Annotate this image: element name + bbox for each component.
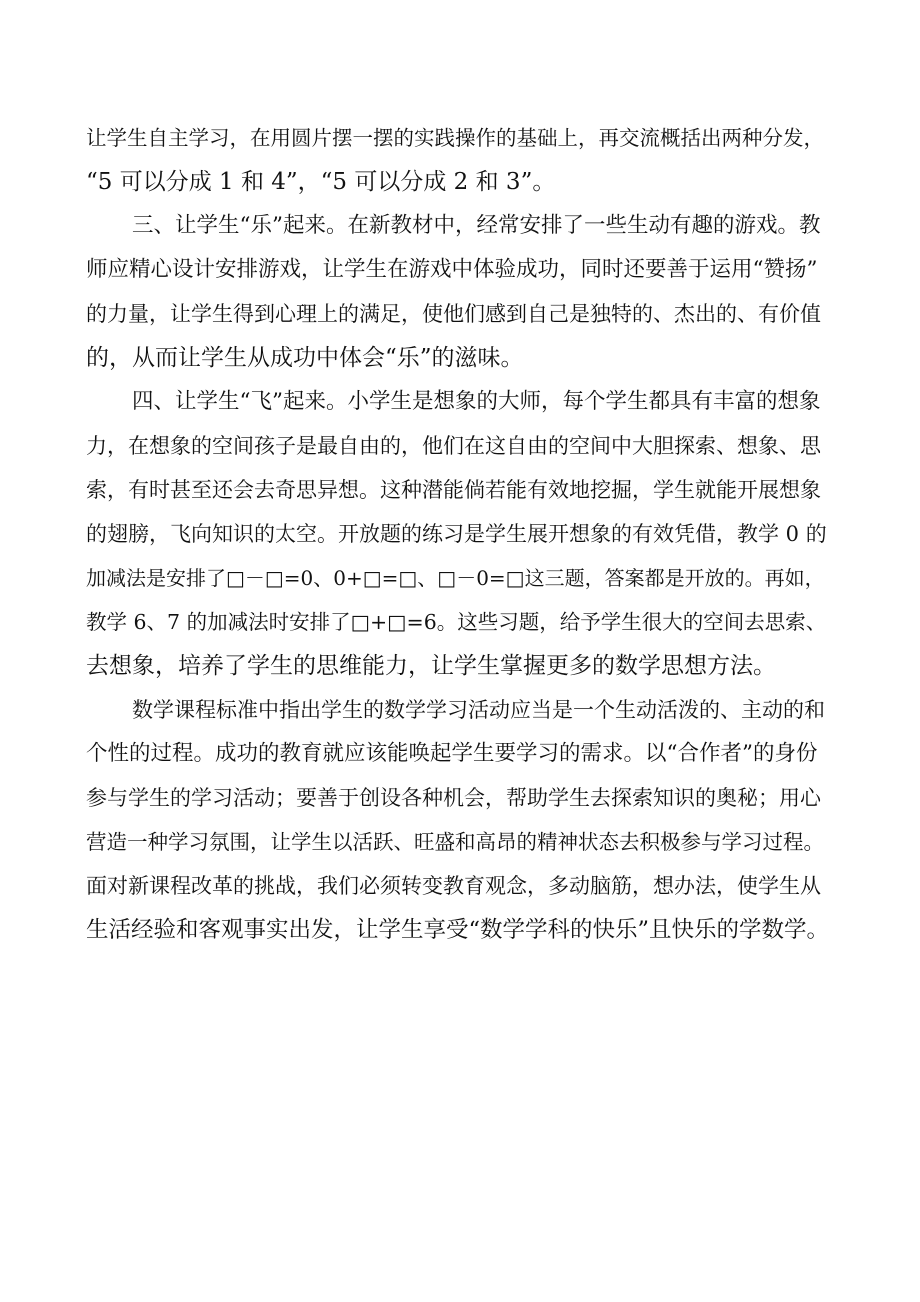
text-line: 营造一种学习氛围，让学生以活跃、旺盛和高昂的精神状态去积极参与学习过程。 [86,830,824,854]
text-line: 三、让学生“乐”起来。在新教材中，经常安排了一些生动有趣的游戏。教 [132,213,821,238]
text-line: 的翅膀，飞向知识的太空。开放题的练习是学生展开想象的有效凭借，教学 0 的 [86,522,827,546]
text-line: 加减法是安排了□－□=0、0+□=□、□－0=□这三题，答案都是开放的。再如， [86,566,825,590]
text-line: 参与学生的学习活动；要善于创设各种机会，帮助学生去探索知识的奥秘；用心 [86,786,821,810]
text-line: 教学 6、7 的加减法时安排了□+□=6。这些习题，给予学生很大的空间去思索、 [86,610,827,634]
text-line: 的力量，让学生得到心理上的满足，使他们感到自己是独特的、杰出的、有价值 [86,302,821,326]
text-line: 师应精心设计安排游戏，让学生在游戏中体验成功，同时还要善于运用“赞扬” [86,257,818,282]
paragraph-conclusion [86,688,832,952]
paragraph-four-fly [86,380,832,688]
text-line: 力，在想象的空间孩子是最自由的，他们在这自由的空间中大胆探索、想象、思 [86,434,821,458]
text-line: 面对新课程改革的挑战，我们必须转变教育观念，多动脑筋，想办法，使学生从 [86,874,821,898]
text-line: 去想象，培养了学生的思维能力，让学生掌握更多的数学思想方法。 [86,653,776,679]
text-line: 生活经验和客观事实出发，让学生享受“数学学科的快乐”且快乐的学数学。 [86,917,830,943]
text-line: “5 可以分成 1 和 4”，“5 可以分成 2 和 3”。 [86,169,556,195]
text-line: 数学课程标准中指出学生的数学学习活动应当是一个生动活泼的、主动的和 [132,698,825,722]
text-line: 让学生自主学习，在用圆片摆一摆的实践操作的基础上，再交流概括出两种分发， [86,126,824,150]
document-page [86,116,832,952]
text-line: 索，有时甚至还会去奇思异想。这种潜能倘若能有效地挖掘，学生就能开展想象 [86,478,821,502]
text-line: 四、让学生“飞”起来。小学生是想象的大师，每个学生都具有丰富的想象 [132,389,821,414]
paragraph-three-joy [86,204,832,380]
text-line: 的，从而让学生从成功中体会“乐”的滋味。 [86,345,524,371]
paragraph-continuation [86,116,832,204]
text-line: 个性的过程。成功的教育就应该能唤起学生要学习的需求。以“合作者”的身份 [86,741,818,766]
